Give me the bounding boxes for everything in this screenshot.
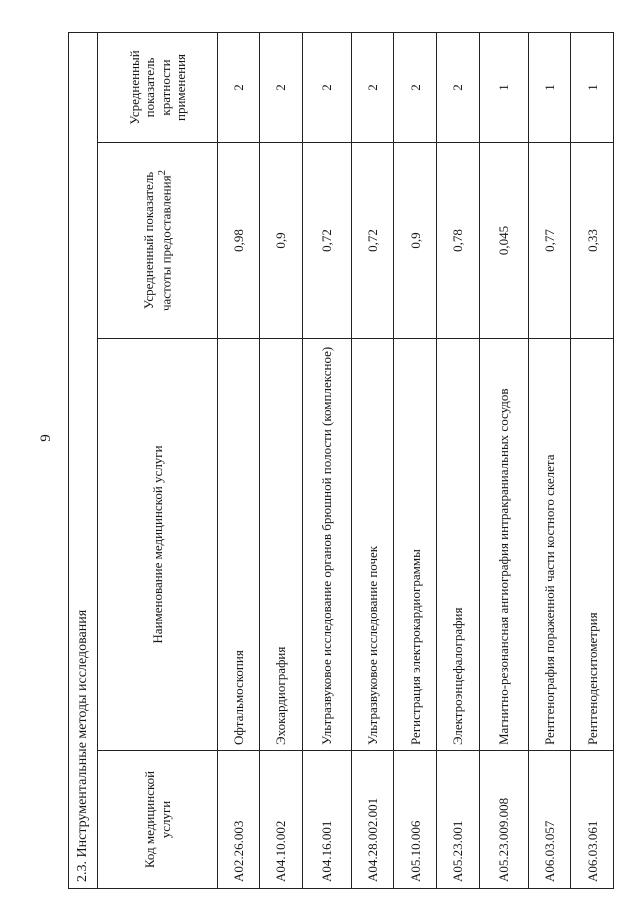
services-table [68,32,614,889]
section-title-row [69,32,98,888]
cell-frequency: 0,9 [260,143,303,339]
cell-name: Электроэнцефалография [437,339,480,751]
cell-multiplicity: 2 [260,32,303,142]
cell-name: Рентгеноденситометрия [571,339,614,751]
cell-multiplicity: 2 [394,32,437,142]
table-row [394,32,437,888]
header-frequency-footnote: 2 [156,170,169,176]
header-name: Наименование медицинской услуги [98,339,217,751]
cell-frequency: 0,045 [479,143,528,339]
cell-name: Ультразвуковое исследование органов брюшной полости (комплексное) [302,339,351,751]
cell-multiplicity: 1 [571,32,614,142]
header-frequency-text: Усредненный показатель частоты предоставления [141,171,174,311]
cell-frequency: 0,33 [571,143,614,339]
cell-code: A05.23.001 [437,751,480,889]
cell-code: A04.16.001 [302,751,351,889]
cell-multiplicity: 2 [217,32,260,142]
cell-code: A06.03.061 [571,751,614,889]
header-code: Код медицинской услуги [98,751,217,889]
cell-name: Эхокардиография [260,339,303,751]
cell-frequency: 0,9 [394,143,437,339]
cell-code: A02.26.003 [217,751,260,889]
cell-code: A04.28.002.001 [351,751,394,889]
cell-code: A04.10.002 [260,751,303,889]
table-row [528,32,571,888]
header-row [98,32,217,888]
table-row [217,32,260,888]
table-row [479,32,528,888]
header-frequency [98,143,217,339]
cell-frequency: 0,78 [437,143,480,339]
table-row [437,32,480,888]
table-row [351,32,394,888]
cell-name: Рентгенография пораженной части костного скелета [528,339,571,751]
cell-multiplicity: 2 [302,32,351,142]
cell-name: Ультразвуковое исследование почек [351,339,394,751]
cell-frequency: 0,77 [528,143,571,339]
cell-code: A06.03.057 [528,751,571,889]
cell-name: Офтальмоскопия [217,339,260,751]
cell-frequency: 0,98 [217,143,260,339]
cell-frequency: 0,72 [302,143,351,339]
cell-multiplicity: 1 [528,32,571,142]
cell-name: Магнитно-резонансная ангиография интракраниальных сосудов [479,339,528,751]
cell-code: A05.10.006 [394,751,437,889]
cell-name: Регистрация электрокардиограммы [394,339,437,751]
header-multiplicity: Усредненный показатель кратности применения [98,32,217,142]
cell-code: A05.23.009.008 [479,751,528,889]
table-row [302,32,351,888]
cell-frequency: 0,72 [351,143,394,339]
table-rotation-frame [68,33,614,889]
cell-multiplicity: 1 [479,32,528,142]
table-row [260,32,303,888]
page-number: 9 [38,434,54,442]
cell-multiplicity: 2 [351,32,394,142]
cell-multiplicity: 2 [437,32,480,142]
table-row [571,32,614,888]
section-title: 2.3. Инструментальные методы исследования [69,32,98,888]
